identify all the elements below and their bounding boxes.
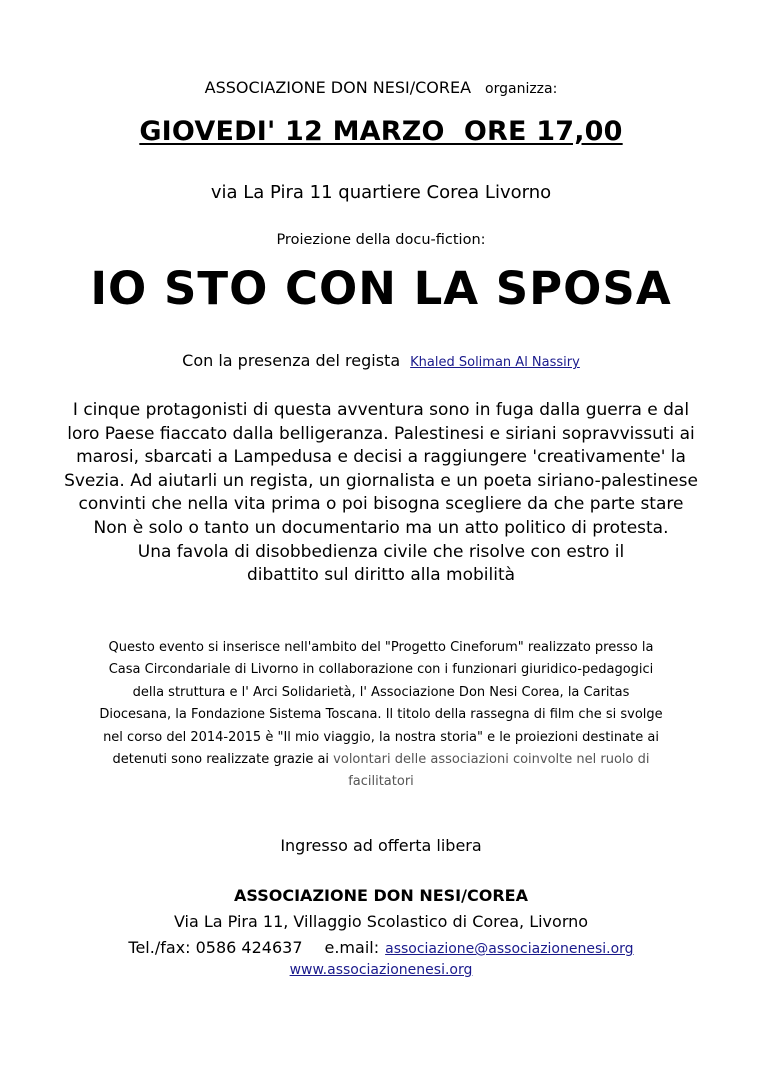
email-link[interactable]: associazione@associazionenesi.org [385,941,634,957]
email-label: e.mail: [324,938,380,957]
note-line: della struttura e l' Arci Solidarietà, l' Associazione Don Nesi Corea, la Caritas [132,684,630,700]
association-address: Via La Pira 11, Villaggio Scolastico di Corea, Livorno [173,912,589,931]
note-text: detenuti sono realizzate grazie ai [112,752,334,768]
association-name: ASSOCIAZIONE DON NESI/COREA [234,886,528,905]
association-contacts [0,938,762,957]
note-line: Questo evento si inserisce nell'ambito del "Progetto Cineforum" realizzato presso la [108,640,654,655]
note-line: Casa Circondariale di Livorno in collaborazione con i funzionari giuridico-pedagogici [108,662,654,678]
description-line: loro Paese fiaccato dalla belligeranza. Palestinesi e siriani sopravvissuti ai [67,423,695,444]
note-line: Diocesana, la Fondazione Sistema Toscana. Il titolo della rassegna di film che si svolge [99,707,663,723]
organizer-name: ASSOCIAZIONE DON NESI/COREA [204,78,472,97]
film-description [0,399,762,588]
note-text-volunteers: volontari delle associazioni coinvolte nel ruolo di [333,752,650,768]
description-line: dibattito sul diritto alla mobilità [246,565,516,586]
entry-info: Ingresso ad offerta libera [280,836,482,855]
description-line: Non è solo o tanto un documentario ma un atto politico di protesta. [93,517,669,538]
event-date-time: GIOVEDI' 12 MARZO ORE 17,00 [139,116,623,147]
description-line: Una favola di disobbedienza civile che risolve con estro il [137,541,625,562]
projection-intro: Proiezione della docu-fiction: [276,232,486,248]
note-line [0,749,762,771]
event-address: via La Pira 11 quartiere Corea Livorno [210,182,552,203]
note-line: nel corso del 2014-2015 è "Il mio viaggio, la nostra storia" e le proiezioni destinate ai [103,729,659,745]
description-line: Svezia. Ad aiutarli un regista, un giornalista e un poeta siriano-palestinese [64,470,698,491]
description-line: marosi, sbarcati a Lampedusa e decisi a raggiungere 'creativamente' la [76,447,686,468]
website-link[interactable]: www.associazionenesi.org [289,962,473,978]
phone-fax: Tel./fax: 0586 424637 [128,938,303,957]
description-line: convinti che nella vita prima o poi bisogna scegliere da che parte stare [78,494,684,515]
director-line [0,351,762,370]
organizer-line [0,78,762,97]
event-context-note [0,637,762,794]
description-line: I cinque protagonisti di questa avventura sono in fuga dalla guerra e dal [72,400,690,420]
website-line [0,962,762,978]
director-prefix: Con la presenza del regista [182,351,401,370]
note-line: facilitatori [348,774,414,790]
organizza-label: organizza: [485,81,558,97]
film-title: IO STO CON LA SPOSA [90,262,672,315]
director-link[interactable]: Khaled Soliman Al Nassiry [410,355,580,370]
